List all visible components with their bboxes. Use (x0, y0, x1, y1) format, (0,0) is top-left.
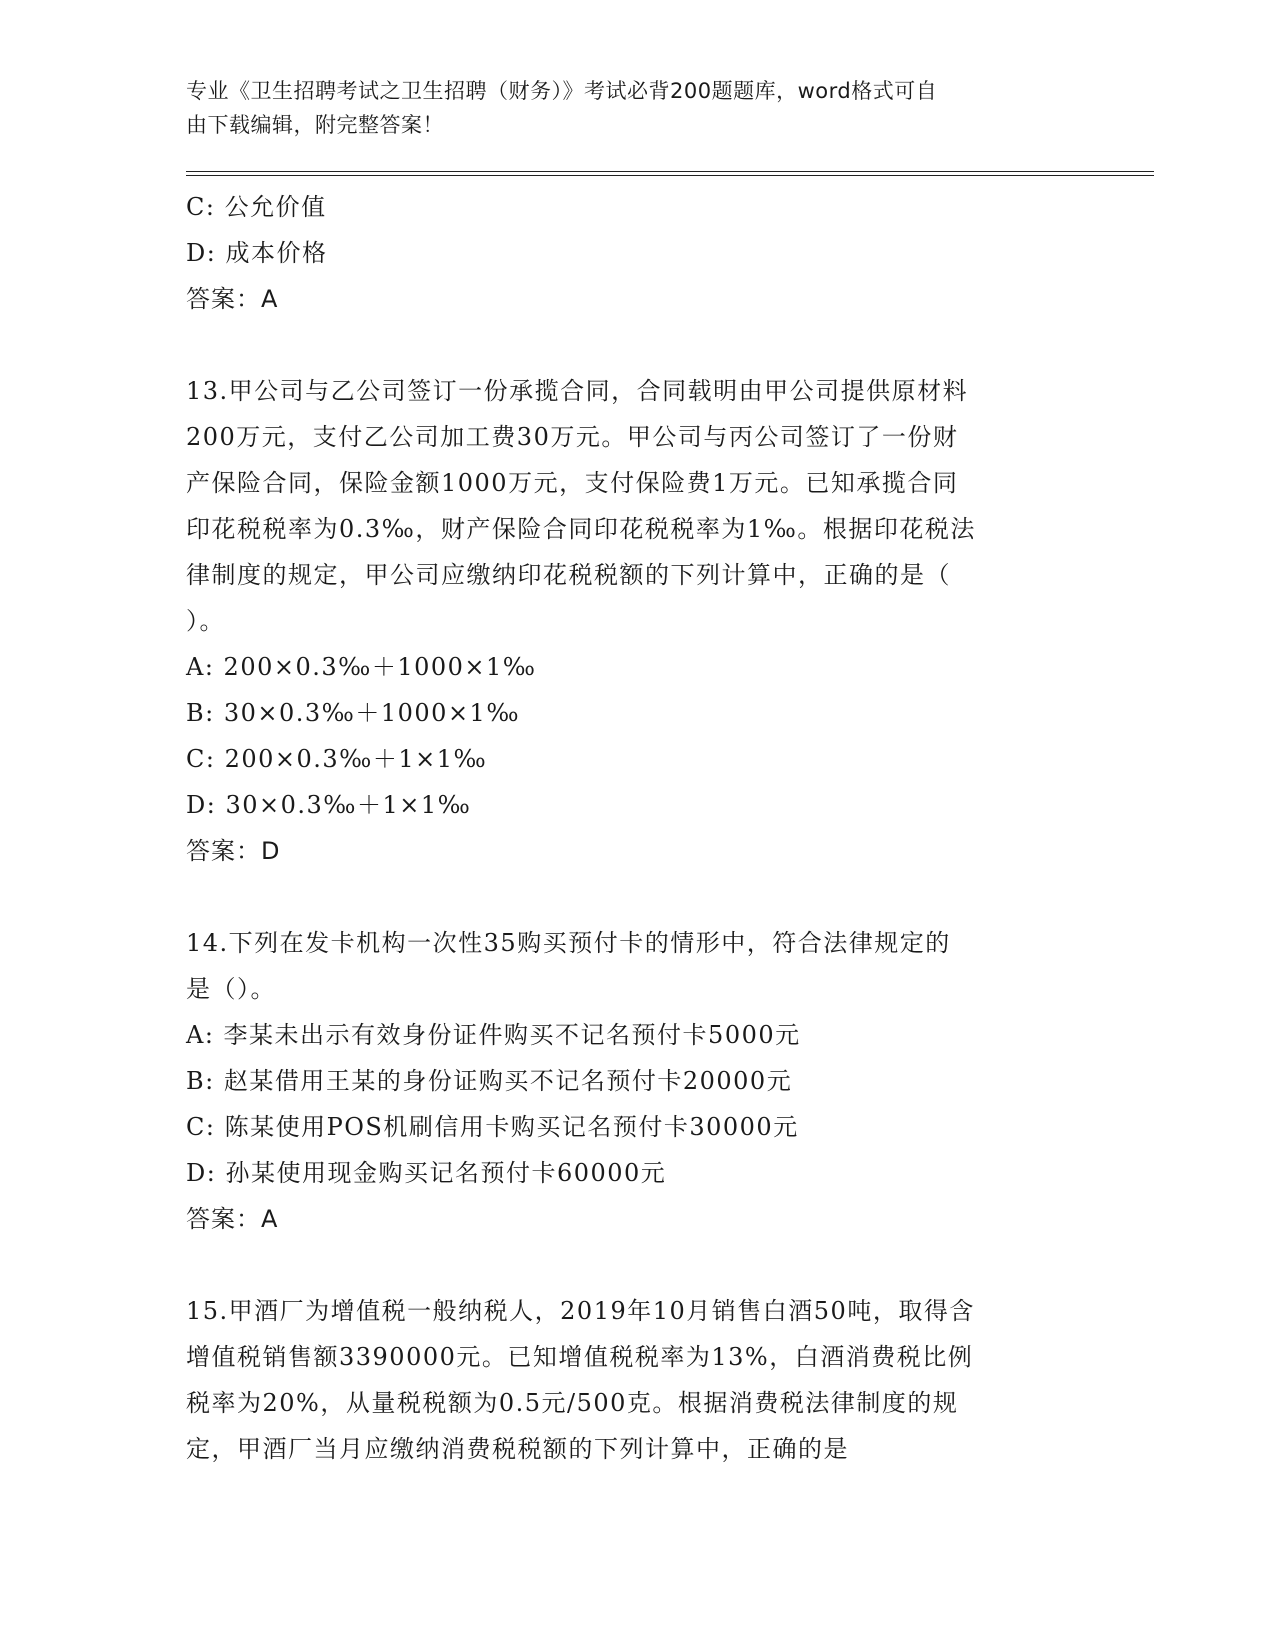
answer-line: 答案：A (186, 285, 279, 313)
answer-line: 答案：D (186, 837, 281, 865)
header-line-2: 由下载编辑，附完整答案！ (186, 113, 444, 137)
header-line-1: 专业《卫生招聘考试之卫生招聘（财务）》考试必背200题题库，word格式可自 (186, 79, 938, 103)
option-a: A: 李某未出示有效身份证件购买不记名预付卡5000元 (186, 1021, 801, 1049)
question-15 (186, 1288, 1086, 1472)
question-14 (186, 920, 1086, 1242)
question-stem-line: 14.下列在发卡机构一次性35购买预付卡的情形中，符合法律规定的 (186, 929, 951, 957)
question-stem-line: 印花税税率为0.3‰，财产保险合同印花税税率为1‰。根据印花税法 (186, 515, 976, 543)
question-13 (186, 368, 1086, 874)
question-stem-line: 税率为20%，从量税税额为0.5元/500克。根据消费税法律制度的规 (186, 1389, 959, 1417)
question-stem-line: 律制度的规定，甲公司应缴纳印花税税额的下列计算中，正确的是（ (186, 561, 951, 589)
question-stem-line: 15.甲酒厂为增值税一般纳税人，2019年10月销售白酒50吨，取得含 (186, 1297, 975, 1325)
option-c: C: 200×0.3‰＋1×1‰ (186, 745, 488, 773)
option-c: C: 公允价值 (186, 193, 327, 221)
option-b: B: 30×0.3‰＋1000×1‰ (186, 699, 521, 727)
question-stem-line: 产保险合同，保险金额1000万元，支付保险费1万元。已知承揽合同 (186, 469, 959, 497)
question-stem-line: 增值税销售额3390000元。已知增值税税率为13%，白酒消费税比例 (186, 1343, 974, 1371)
document-body (186, 184, 1086, 1472)
question-stem-line: 是（）。 (186, 975, 276, 1003)
question-stem-line: ）。 (186, 607, 225, 635)
option-d: D: 孙某使用现金购买记名预付卡60000元 (186, 1159, 667, 1187)
question-stem-line: 13.甲公司与乙公司签订一份承揽合同，合同载明由甲公司提供原材料 (186, 377, 969, 405)
question-stem-line: 200万元，支付乙公司加工费30万元。甲公司与丙公司签订了一份财 (186, 423, 959, 451)
prev-question (186, 184, 1086, 322)
option-d: D: 成本价格 (186, 239, 328, 267)
option-d: D: 30×0.3‰＋1×1‰ (186, 791, 472, 819)
document-header (186, 74, 1076, 142)
option-a: A: 200×0.3‰＋1000×1‰ (186, 653, 537, 681)
answer-line: 答案：A (186, 1205, 279, 1233)
question-stem-line: 定，甲酒厂当月应缴纳消费税税额的下列计算中，正确的是 (186, 1435, 849, 1463)
header-divider-top (186, 171, 1154, 172)
option-c: C: 陈某使用POS机刷信用卡购买记名预付卡30000元 (186, 1113, 799, 1141)
header-divider-bottom (186, 175, 1154, 176)
option-b: B: 赵某借用王某的身份证购买不记名预付卡20000元 (186, 1067, 793, 1095)
